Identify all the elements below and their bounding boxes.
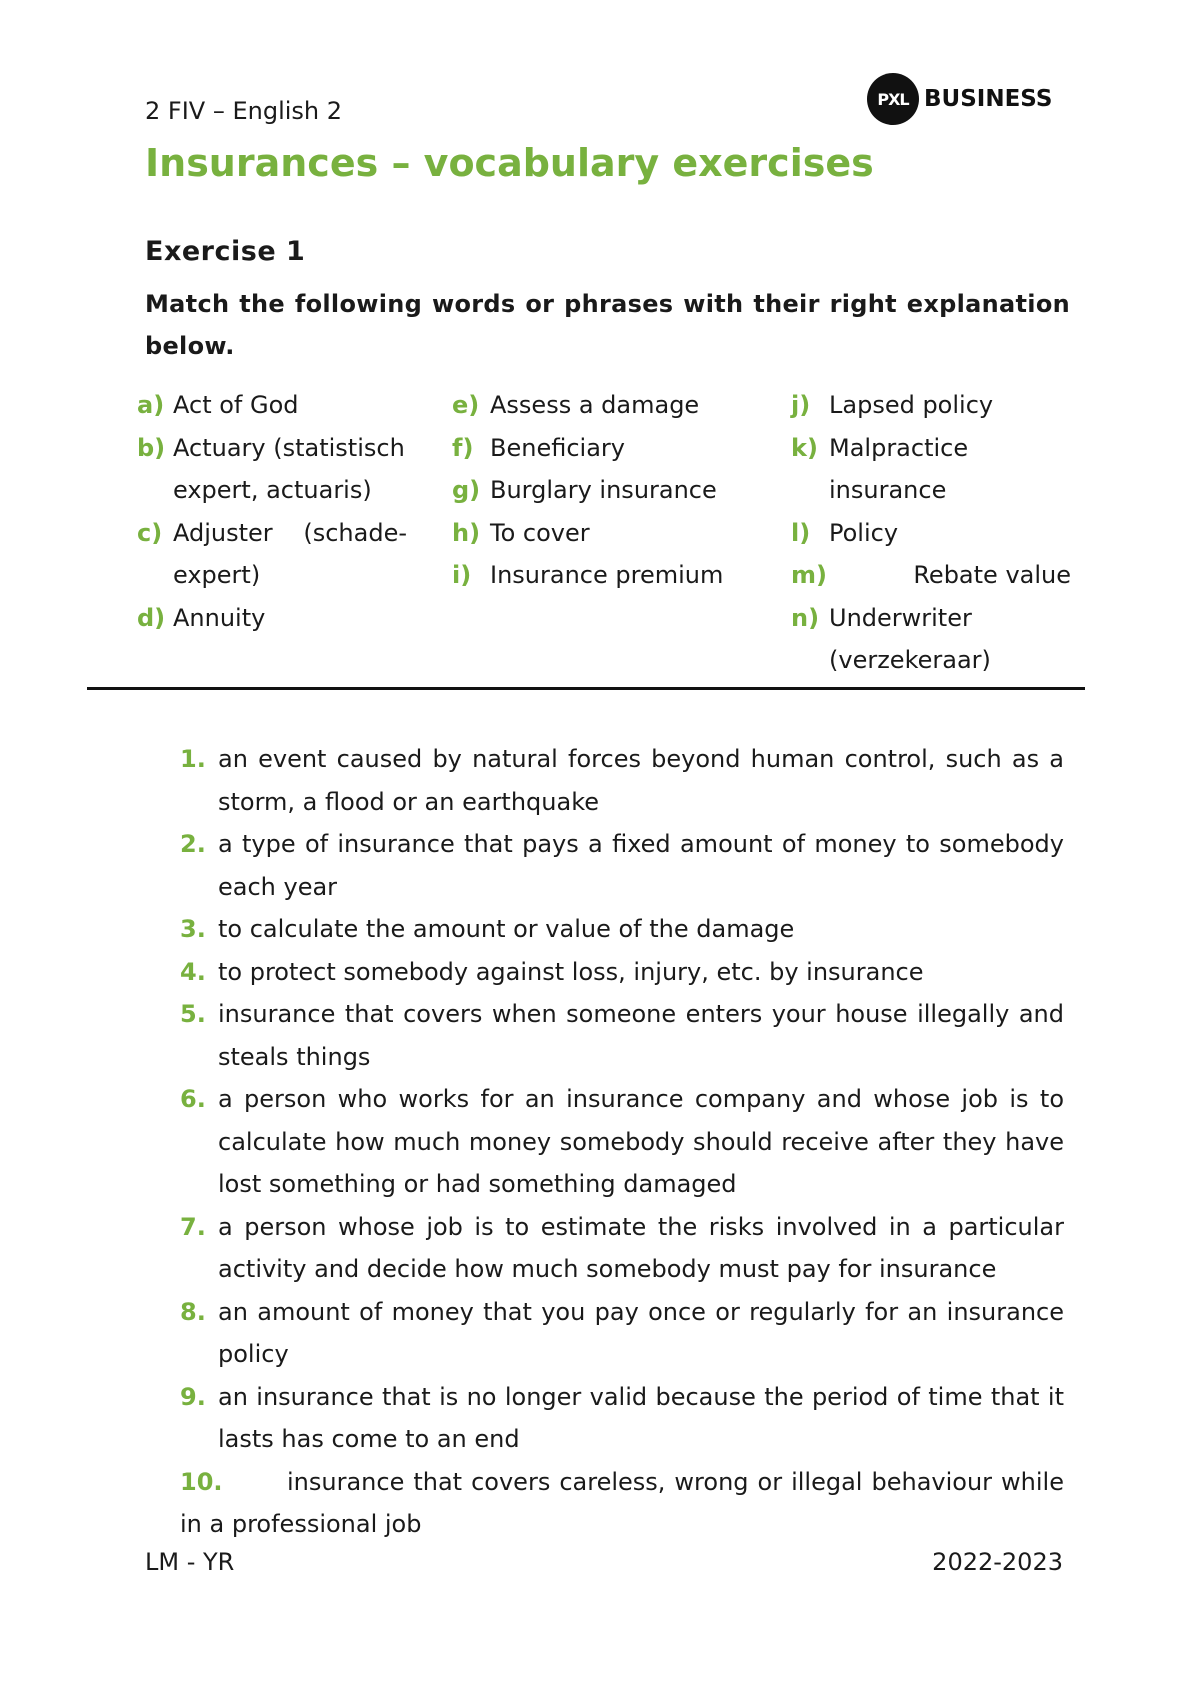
term-text: Actuary (statistisch expert, actuaris) xyxy=(173,433,405,504)
section-divider xyxy=(87,687,1085,690)
term-item xyxy=(452,554,752,597)
page-title: Insurances – vocabulary exercises xyxy=(145,141,874,185)
term-label: l) xyxy=(791,518,811,547)
term-text: Act of God xyxy=(173,391,299,419)
term-text: Annuity xyxy=(173,603,266,632)
term-text: Lapsed policy xyxy=(829,391,994,419)
definition-text: to calculate the amount or value of the damage xyxy=(218,915,795,943)
term-item xyxy=(137,597,407,640)
term-label: m) xyxy=(791,561,827,589)
term-label: d) xyxy=(137,603,166,632)
definition-text: an event caused by natural forces beyond human control, such as a storm, a flood or an earthquake xyxy=(218,745,1064,816)
definitions-list xyxy=(180,738,1064,1546)
term-label: e) xyxy=(452,391,480,419)
definition-number: 8. xyxy=(180,1297,206,1326)
definition-text: a person whose job is to estimate the risks involved in a particular activity and decide how much somebody must pay for insurance xyxy=(218,1212,1064,1283)
term-text: Assess a damage xyxy=(490,391,700,419)
definition-number: 9. xyxy=(180,1382,206,1411)
term-label: b) xyxy=(137,433,166,462)
term-text: Burglary insurance xyxy=(490,476,717,504)
term-item xyxy=(452,469,752,512)
logo-wordmark: BUSINESS xyxy=(924,86,1053,112)
definition-number: 2. xyxy=(180,830,206,858)
definition-text: a type of insurance that pays a fixed amount of money to somebody each year xyxy=(218,830,1064,901)
term-item xyxy=(791,597,1071,682)
definition-number: 5. xyxy=(180,1000,206,1028)
definition-number: 4. xyxy=(180,957,206,986)
term-text: Rebate value xyxy=(913,561,1071,589)
term-item xyxy=(137,512,407,597)
definition-number: 1. xyxy=(180,745,206,773)
definition-text: insurance that covers careless, wrong or illegal behaviour while in a professional job xyxy=(180,1467,1064,1538)
term-text: Underwriter (verzekeraar) xyxy=(829,603,991,674)
definition-item xyxy=(180,951,1064,994)
term-item xyxy=(791,554,1071,597)
exercise-instruction: Match the following words or phrases with their right explanation below. xyxy=(145,290,1070,360)
term-label: h) xyxy=(452,518,481,547)
terms-column-3 xyxy=(791,384,1071,682)
term-text: Beneficiary xyxy=(490,433,625,462)
term-label: k) xyxy=(791,433,818,462)
term-text: Policy xyxy=(829,518,899,547)
exercise-heading: Exercise 1 xyxy=(145,236,306,267)
definition-item xyxy=(180,1206,1064,1291)
term-label: i) xyxy=(452,561,472,589)
term-label: j) xyxy=(791,391,811,419)
definition-number: 10. xyxy=(180,1467,223,1496)
definition-text: an insurance that is no longer valid because the period of time that it lasts has come to an end xyxy=(218,1382,1064,1453)
terms-column-2 xyxy=(452,384,752,597)
definition-text: an amount of money that you pay once or regularly for an insurance policy xyxy=(218,1297,1064,1368)
term-text: To cover xyxy=(490,518,590,547)
definition-number: 3. xyxy=(180,915,206,943)
definition-text: to protect somebody against loss, injury, etc. by insurance xyxy=(218,957,924,986)
term-item xyxy=(791,384,1071,427)
term-label: g) xyxy=(452,476,481,504)
definition-item xyxy=(180,908,1064,951)
definition-item xyxy=(180,1461,1064,1546)
term-label: n) xyxy=(791,603,820,632)
pxl-business-logo xyxy=(867,73,1052,125)
terms-column-1 xyxy=(137,384,407,639)
term-item xyxy=(452,512,752,555)
definition-item xyxy=(180,738,1064,823)
term-text: Insurance premium xyxy=(490,561,724,589)
term-item xyxy=(791,427,1071,512)
term-item xyxy=(137,384,407,427)
course-label: 2 FIV – English 2 xyxy=(145,97,343,125)
definition-item xyxy=(180,993,1064,1078)
definition-text: a person who works for an insurance company and whose job is to calculate how much money somebody should receive after they have lost something or had something damaged xyxy=(218,1085,1064,1198)
definition-item xyxy=(180,1078,1064,1206)
term-label: a) xyxy=(137,391,165,419)
term-label: f) xyxy=(452,433,474,462)
footer-year: 2022-2023 xyxy=(932,1548,1063,1576)
term-text: Adjuster (schade-expert) xyxy=(173,518,407,589)
definition-number: 6. xyxy=(180,1085,206,1113)
definition-item xyxy=(180,1376,1064,1461)
logo-badge: PXL xyxy=(867,73,919,125)
definition-number: 7. xyxy=(180,1212,206,1241)
definition-item xyxy=(180,823,1064,908)
term-label: c) xyxy=(137,518,163,547)
term-item xyxy=(452,384,752,427)
term-item xyxy=(452,427,752,470)
definition-text: insurance that covers when someone enters your house illegally and steals things xyxy=(218,1000,1064,1071)
footer-author: LM - YR xyxy=(145,1548,235,1576)
term-text: Malpractice insurance xyxy=(829,433,969,504)
definition-item xyxy=(180,1291,1064,1376)
term-item xyxy=(137,427,407,512)
term-item xyxy=(791,512,1071,555)
